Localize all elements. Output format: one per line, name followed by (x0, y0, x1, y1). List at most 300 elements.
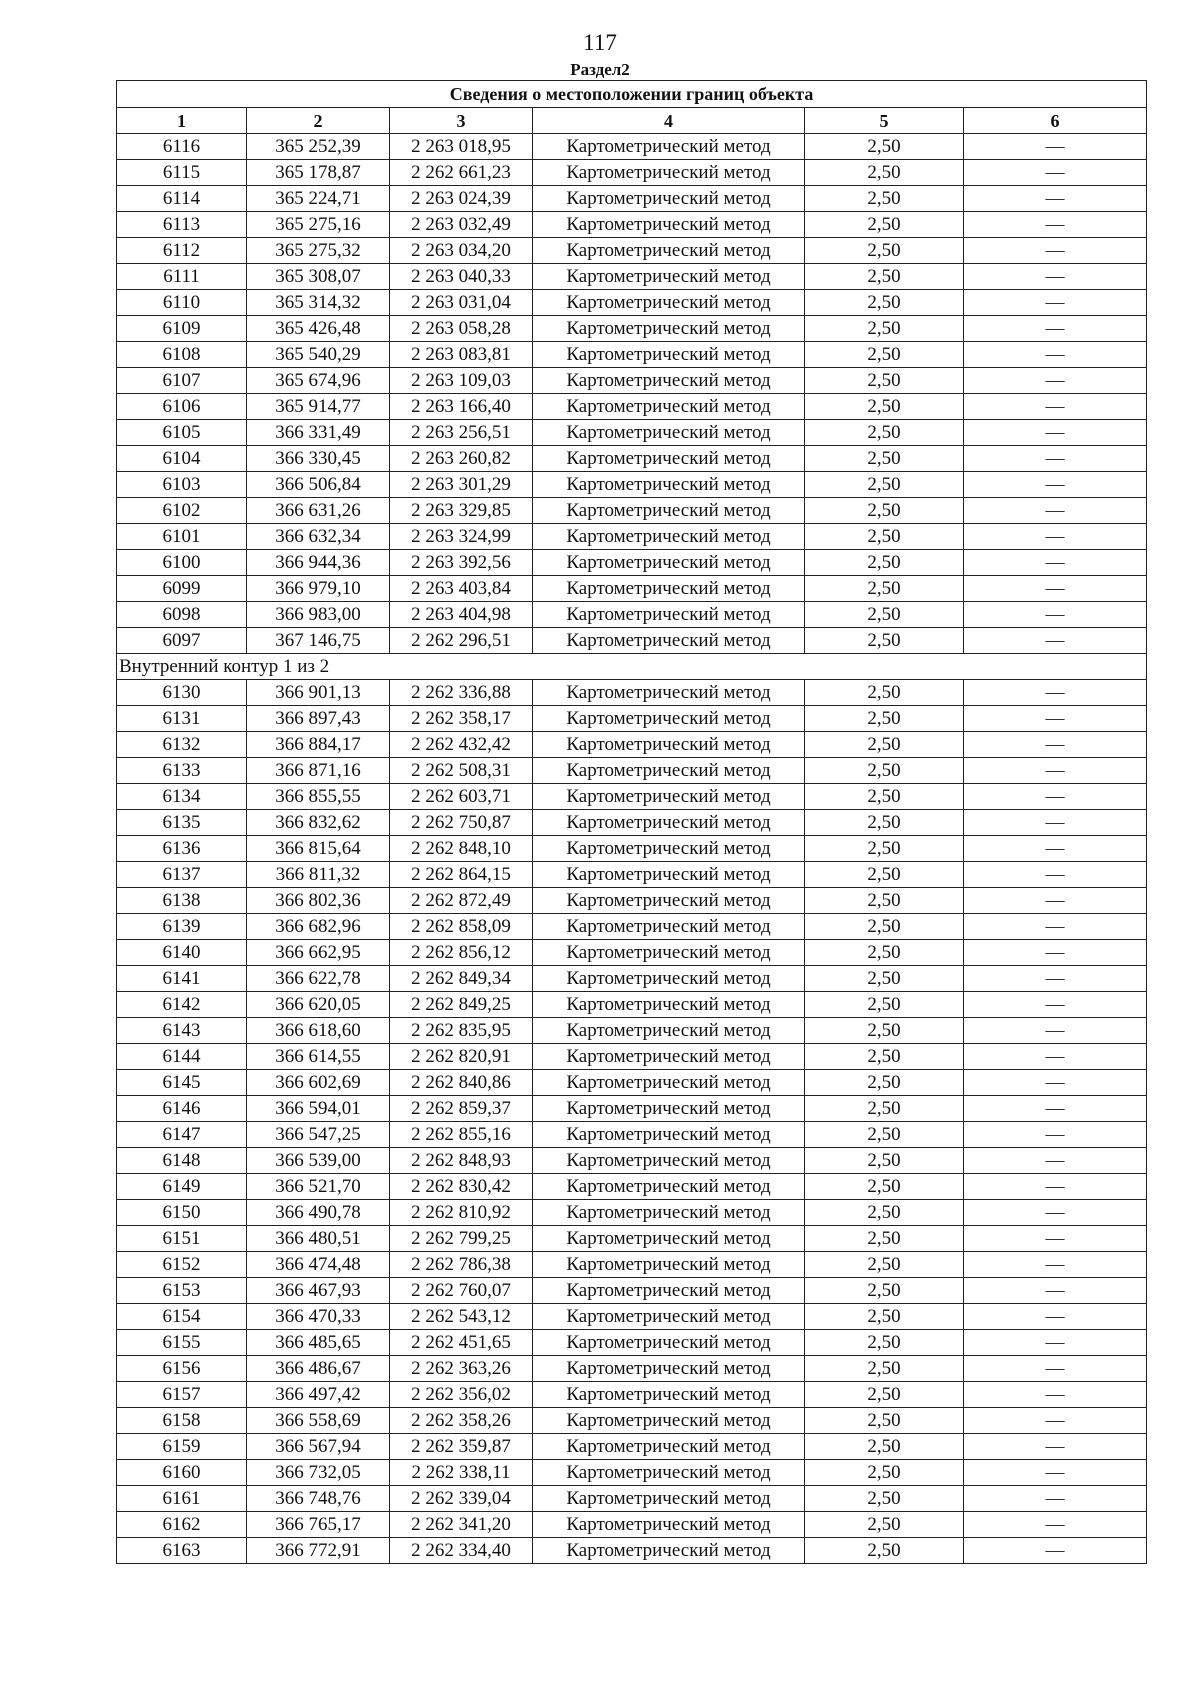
accuracy-cell: 2,50 (805, 1434, 964, 1460)
point-number-cell: 6107 (117, 368, 247, 394)
y-coordinate-cell: 2 263 392,56 (390, 550, 533, 576)
method-cell: Картометрический метод (533, 1486, 805, 1512)
accuracy-cell: 2,50 (805, 1200, 964, 1226)
y-coordinate-cell: 2 262 432,42 (390, 732, 533, 758)
accuracy-cell: 2,50 (805, 576, 964, 602)
y-coordinate-cell: 2 262 849,25 (390, 992, 533, 1018)
table-row (117, 576, 1147, 602)
table-row (117, 940, 1147, 966)
table-row (117, 758, 1147, 784)
y-coordinate-cell: 2 263 109,03 (390, 368, 533, 394)
x-coordinate-cell: 366 485,65 (247, 1330, 390, 1356)
accuracy-cell: 2,50 (805, 446, 964, 472)
x-coordinate-cell: 366 330,45 (247, 446, 390, 472)
method-cell: Картометрический метод (533, 1382, 805, 1408)
y-coordinate-cell: 2 262 341,20 (390, 1512, 533, 1538)
table-row (117, 1538, 1147, 1564)
x-coordinate-cell: 365 178,87 (247, 160, 390, 186)
point-number-cell: 6162 (117, 1512, 247, 1538)
x-coordinate-cell: 366 506,84 (247, 472, 390, 498)
y-coordinate-cell: 2 263 040,33 (390, 264, 533, 290)
description-cell: — (964, 1538, 1147, 1564)
x-coordinate-cell: 365 252,39 (247, 134, 390, 160)
description-cell: — (964, 264, 1147, 290)
x-coordinate-cell: 366 811,32 (247, 862, 390, 888)
table-row (117, 628, 1147, 654)
accuracy-cell: 2,50 (805, 940, 964, 966)
y-coordinate-cell: 2 262 855,16 (390, 1122, 533, 1148)
description-cell: — (964, 992, 1147, 1018)
table-row (117, 394, 1147, 420)
method-cell: Картометрический метод (533, 1122, 805, 1148)
y-coordinate-cell: 2 262 363,26 (390, 1356, 533, 1382)
x-coordinate-cell: 365 314,32 (247, 290, 390, 316)
table-row (117, 1174, 1147, 1200)
accuracy-cell: 2,50 (805, 290, 964, 316)
y-coordinate-cell: 2 262 296,51 (390, 628, 533, 654)
y-coordinate-cell: 2 262 334,40 (390, 1538, 533, 1564)
y-coordinate-cell: 2 262 858,09 (390, 914, 533, 940)
x-coordinate-cell: 366 539,00 (247, 1148, 390, 1174)
table-row (117, 1044, 1147, 1070)
point-number-cell: 6135 (117, 810, 247, 836)
method-cell: Картометрический метод (533, 446, 805, 472)
table-row (117, 1460, 1147, 1486)
table-row (117, 1200, 1147, 1226)
accuracy-cell: 2,50 (805, 264, 964, 290)
table-row (117, 290, 1147, 316)
method-cell: Картометрический метод (533, 550, 805, 576)
description-cell: — (964, 810, 1147, 836)
point-number-cell: 6106 (117, 394, 247, 420)
accuracy-cell: 2,50 (805, 628, 964, 654)
x-coordinate-cell: 366 631,26 (247, 498, 390, 524)
description-cell: — (964, 576, 1147, 602)
description-cell: — (964, 1382, 1147, 1408)
table-row (117, 498, 1147, 524)
description-cell: — (964, 550, 1147, 576)
y-coordinate-cell: 2 263 034,20 (390, 238, 533, 264)
y-coordinate-cell: 2 263 083,81 (390, 342, 533, 368)
y-coordinate-cell: 2 262 864,15 (390, 862, 533, 888)
method-cell: Картометрический метод (533, 420, 805, 446)
table-row (117, 680, 1147, 706)
table-row (117, 368, 1147, 394)
y-coordinate-cell: 2 263 403,84 (390, 576, 533, 602)
y-coordinate-cell: 2 262 451,65 (390, 1330, 533, 1356)
description-cell: — (964, 602, 1147, 628)
description-cell: — (964, 1434, 1147, 1460)
accuracy-cell: 2,50 (805, 160, 964, 186)
description-cell: — (964, 628, 1147, 654)
section-label: Раздел2 (570, 60, 630, 79)
accuracy-cell: 2,50 (805, 1174, 964, 1200)
table-row (117, 1486, 1147, 1512)
method-cell: Картометрический метод (533, 1200, 805, 1226)
y-coordinate-cell: 2 262 359,87 (390, 1434, 533, 1460)
y-coordinate-cell: 2 262 543,12 (390, 1304, 533, 1330)
column-number: 6 (964, 108, 1147, 134)
description-cell: — (964, 1226, 1147, 1252)
x-coordinate-cell: 366 855,55 (247, 784, 390, 810)
method-cell: Картометрический метод (533, 758, 805, 784)
table-row (117, 888, 1147, 914)
description-cell: — (964, 862, 1147, 888)
description-cell: — (964, 134, 1147, 160)
method-cell: Картометрический метод (533, 1330, 805, 1356)
description-cell: — (964, 1200, 1147, 1226)
table-row (117, 264, 1147, 290)
y-coordinate-cell: 2 263 058,28 (390, 316, 533, 342)
y-coordinate-cell: 2 263 031,04 (390, 290, 533, 316)
x-coordinate-cell: 366 979,10 (247, 576, 390, 602)
method-cell: Картометрический метод (533, 1174, 805, 1200)
boundary-coordinates-table (116, 80, 1147, 1564)
method-cell: Картометрический метод (533, 628, 805, 654)
accuracy-cell: 2,50 (805, 966, 964, 992)
method-cell: Картометрический метод (533, 1460, 805, 1486)
x-coordinate-cell: 367 146,75 (247, 628, 390, 654)
accuracy-cell: 2,50 (805, 1330, 964, 1356)
table-caption-row (117, 81, 1147, 108)
description-cell: — (964, 394, 1147, 420)
table-row (117, 524, 1147, 550)
point-number-cell: 6112 (117, 238, 247, 264)
table-row (117, 472, 1147, 498)
description-cell: — (964, 732, 1147, 758)
table-row (117, 1070, 1147, 1096)
x-coordinate-cell: 366 765,17 (247, 1512, 390, 1538)
method-cell: Картометрический метод (533, 134, 805, 160)
description-cell: — (964, 758, 1147, 784)
y-coordinate-cell: 2 262 830,42 (390, 1174, 533, 1200)
accuracy-cell: 2,50 (805, 758, 964, 784)
point-number-cell: 6097 (117, 628, 247, 654)
y-coordinate-cell: 2 262 786,38 (390, 1252, 533, 1278)
table-row (117, 1356, 1147, 1382)
table-row (117, 836, 1147, 862)
method-cell: Картометрический метод (533, 1356, 805, 1382)
method-cell: Картометрический метод (533, 680, 805, 706)
description-cell: — (964, 1044, 1147, 1070)
y-coordinate-cell: 2 263 018,95 (390, 134, 533, 160)
accuracy-cell: 2,50 (805, 550, 964, 576)
method-cell: Картометрический метод (533, 1252, 805, 1278)
table-row (117, 238, 1147, 264)
description-cell: — (964, 316, 1147, 342)
point-number-cell: 6159 (117, 1434, 247, 1460)
x-coordinate-cell: 366 618,60 (247, 1018, 390, 1044)
accuracy-cell: 2,50 (805, 1148, 964, 1174)
method-cell: Картометрический метод (533, 212, 805, 238)
y-coordinate-cell: 2 262 339,04 (390, 1486, 533, 1512)
point-number-cell: 6113 (117, 212, 247, 238)
accuracy-cell: 2,50 (805, 524, 964, 550)
point-number-cell: 6144 (117, 1044, 247, 1070)
contour-subheading: Внутренний контур 1 из 2 (117, 654, 1147, 680)
accuracy-cell: 2,50 (805, 212, 964, 238)
method-cell: Картометрический метод (533, 1044, 805, 1070)
table-row (117, 1408, 1147, 1434)
x-coordinate-cell: 366 486,67 (247, 1356, 390, 1382)
accuracy-cell: 2,50 (805, 862, 964, 888)
y-coordinate-cell: 2 263 324,99 (390, 524, 533, 550)
x-coordinate-cell: 366 632,34 (247, 524, 390, 550)
x-coordinate-cell: 366 901,13 (247, 680, 390, 706)
table-row (117, 966, 1147, 992)
method-cell: Картометрический метод (533, 1512, 805, 1538)
accuracy-cell: 2,50 (805, 186, 964, 212)
point-number-cell: 6138 (117, 888, 247, 914)
table-row (117, 1330, 1147, 1356)
x-coordinate-cell: 366 884,17 (247, 732, 390, 758)
point-number-cell: 6098 (117, 602, 247, 628)
description-cell: — (964, 966, 1147, 992)
method-cell: Картометрический метод (533, 264, 805, 290)
point-number-cell: 6102 (117, 498, 247, 524)
table-row (117, 862, 1147, 888)
x-coordinate-cell: 366 897,43 (247, 706, 390, 732)
accuracy-cell: 2,50 (805, 1486, 964, 1512)
point-number-cell: 6109 (117, 316, 247, 342)
x-coordinate-cell: 366 871,16 (247, 758, 390, 784)
x-coordinate-cell: 366 815,64 (247, 836, 390, 862)
method-cell: Картометрический метод (533, 940, 805, 966)
x-coordinate-cell: 366 748,76 (247, 1486, 390, 1512)
x-coordinate-cell: 366 983,00 (247, 602, 390, 628)
method-cell: Картометрический метод (533, 888, 805, 914)
x-coordinate-cell: 366 490,78 (247, 1200, 390, 1226)
point-number-cell: 6150 (117, 1200, 247, 1226)
x-coordinate-cell: 366 622,78 (247, 966, 390, 992)
accuracy-cell: 2,50 (805, 888, 964, 914)
column-number: 1 (117, 108, 247, 134)
method-cell: Картометрический метод (533, 576, 805, 602)
method-cell: Картометрический метод (533, 394, 805, 420)
table-row (117, 1304, 1147, 1330)
point-number-cell: 6133 (117, 758, 247, 784)
point-number-cell: 6146 (117, 1096, 247, 1122)
description-cell: — (964, 680, 1147, 706)
y-coordinate-cell: 2 262 810,92 (390, 1200, 533, 1226)
point-number-cell: 6145 (117, 1070, 247, 1096)
point-number-cell: 6161 (117, 1486, 247, 1512)
point-number-cell: 6141 (117, 966, 247, 992)
description-cell: — (964, 1122, 1147, 1148)
x-coordinate-cell: 365 540,29 (247, 342, 390, 368)
description-cell: — (964, 238, 1147, 264)
accuracy-cell: 2,50 (805, 134, 964, 160)
x-coordinate-cell: 365 224,71 (247, 186, 390, 212)
point-number-cell: 6137 (117, 862, 247, 888)
table-row (117, 186, 1147, 212)
point-number-cell: 6116 (117, 134, 247, 160)
description-cell: — (964, 1408, 1147, 1434)
point-number-cell: 6148 (117, 1148, 247, 1174)
x-coordinate-cell: 366 567,94 (247, 1434, 390, 1460)
accuracy-cell: 2,50 (805, 1018, 964, 1044)
y-coordinate-cell: 2 262 508,31 (390, 758, 533, 784)
y-coordinate-cell: 2 263 301,29 (390, 472, 533, 498)
method-cell: Картометрический метод (533, 1148, 805, 1174)
point-number-cell: 6151 (117, 1226, 247, 1252)
column-number-row (117, 108, 1147, 134)
description-cell: — (964, 1096, 1147, 1122)
accuracy-cell: 2,50 (805, 732, 964, 758)
accuracy-cell: 2,50 (805, 914, 964, 940)
description-cell: — (964, 342, 1147, 368)
accuracy-cell: 2,50 (805, 1096, 964, 1122)
accuracy-cell: 2,50 (805, 810, 964, 836)
y-coordinate-cell: 2 262 338,11 (390, 1460, 533, 1486)
column-number: 3 (390, 108, 533, 134)
x-coordinate-cell: 365 275,32 (247, 238, 390, 264)
table-row (117, 1252, 1147, 1278)
table-row (117, 550, 1147, 576)
accuracy-cell: 2,50 (805, 1252, 964, 1278)
y-coordinate-cell: 2 263 256,51 (390, 420, 533, 446)
method-cell: Картометрический метод (533, 1096, 805, 1122)
accuracy-cell: 2,50 (805, 602, 964, 628)
x-coordinate-cell: 366 547,25 (247, 1122, 390, 1148)
table-row (117, 784, 1147, 810)
y-coordinate-cell: 2 263 329,85 (390, 498, 533, 524)
method-cell: Картометрический метод (533, 602, 805, 628)
y-coordinate-cell: 2 262 799,25 (390, 1226, 533, 1252)
x-coordinate-cell: 365 674,96 (247, 368, 390, 394)
point-number-cell: 6142 (117, 992, 247, 1018)
x-coordinate-cell: 365 426,48 (247, 316, 390, 342)
table-row (117, 316, 1147, 342)
accuracy-cell: 2,50 (805, 1304, 964, 1330)
point-number-cell: 6154 (117, 1304, 247, 1330)
y-coordinate-cell: 2 262 859,37 (390, 1096, 533, 1122)
table-row (117, 342, 1147, 368)
accuracy-cell: 2,50 (805, 238, 964, 264)
description-cell: — (964, 1486, 1147, 1512)
table-row (117, 914, 1147, 940)
method-cell: Картометрический метод (533, 1434, 805, 1460)
accuracy-cell: 2,50 (805, 784, 964, 810)
description-cell: — (964, 1512, 1147, 1538)
point-number-cell: 6155 (117, 1330, 247, 1356)
method-cell: Картометрический метод (533, 238, 805, 264)
description-cell: — (964, 836, 1147, 862)
method-cell: Картометрический метод (533, 1408, 805, 1434)
method-cell: Картометрический метод (533, 1226, 805, 1252)
method-cell: Картометрический метод (533, 810, 805, 836)
description-cell: — (964, 706, 1147, 732)
point-number-cell: 6103 (117, 472, 247, 498)
y-coordinate-cell: 2 262 358,26 (390, 1408, 533, 1434)
description-cell: — (964, 446, 1147, 472)
x-coordinate-cell: 366 474,48 (247, 1252, 390, 1278)
x-coordinate-cell: 366 521,70 (247, 1174, 390, 1200)
description-cell: — (964, 940, 1147, 966)
column-number: 2 (247, 108, 390, 134)
table-row (117, 1382, 1147, 1408)
method-cell: Картометрический метод (533, 368, 805, 394)
x-coordinate-cell: 366 594,01 (247, 1096, 390, 1122)
method-cell: Картометрический метод (533, 498, 805, 524)
y-coordinate-cell: 2 263 404,98 (390, 602, 533, 628)
point-number-cell: 6140 (117, 940, 247, 966)
description-cell: — (964, 1278, 1147, 1304)
accuracy-cell: 2,50 (805, 1408, 964, 1434)
accuracy-cell: 2,50 (805, 394, 964, 420)
description-cell: — (964, 186, 1147, 212)
point-number-cell: 6101 (117, 524, 247, 550)
method-cell: Картометрический метод (533, 992, 805, 1018)
method-cell: Картометрический метод (533, 862, 805, 888)
table-row (117, 992, 1147, 1018)
description-cell: — (964, 1148, 1147, 1174)
description-cell: — (964, 914, 1147, 940)
x-coordinate-cell: 366 614,55 (247, 1044, 390, 1070)
accuracy-cell: 2,50 (805, 1538, 964, 1564)
point-number-cell: 6157 (117, 1382, 247, 1408)
table-row (117, 1226, 1147, 1252)
point-number-cell: 6104 (117, 446, 247, 472)
point-number-cell: 6132 (117, 732, 247, 758)
x-coordinate-cell: 366 331,49 (247, 420, 390, 446)
method-cell: Картометрический метод (533, 1304, 805, 1330)
page-number: 117 (583, 30, 617, 55)
point-number-cell: 6160 (117, 1460, 247, 1486)
y-coordinate-cell: 2 262 358,17 (390, 706, 533, 732)
method-cell: Картометрический метод (533, 914, 805, 940)
x-coordinate-cell: 366 467,93 (247, 1278, 390, 1304)
x-coordinate-cell: 366 944,36 (247, 550, 390, 576)
method-cell: Картометрический метод (533, 160, 805, 186)
description-cell: — (964, 368, 1147, 394)
method-cell: Картометрический метод (533, 186, 805, 212)
point-number-cell: 6156 (117, 1356, 247, 1382)
accuracy-cell: 2,50 (805, 316, 964, 342)
table-row (117, 810, 1147, 836)
accuracy-cell: 2,50 (805, 1356, 964, 1382)
x-coordinate-cell: 366 772,91 (247, 1538, 390, 1564)
description-cell: — (964, 212, 1147, 238)
description-cell: — (964, 1460, 1147, 1486)
y-coordinate-cell: 2 262 336,88 (390, 680, 533, 706)
accuracy-cell: 2,50 (805, 1070, 964, 1096)
table-row (117, 134, 1147, 160)
description-cell: — (964, 1018, 1147, 1044)
contour-subheading-row (117, 654, 1147, 680)
method-cell: Картометрический метод (533, 706, 805, 732)
accuracy-cell: 2,50 (805, 1122, 964, 1148)
method-cell: Картометрический метод (533, 1538, 805, 1564)
point-number-cell: 6149 (117, 1174, 247, 1200)
description-cell: — (964, 1356, 1147, 1382)
method-cell: Картометрический метод (533, 1070, 805, 1096)
accuracy-cell: 2,50 (805, 368, 964, 394)
description-cell: — (964, 1252, 1147, 1278)
table-row (117, 1148, 1147, 1174)
description-cell: — (964, 472, 1147, 498)
y-coordinate-cell: 2 263 260,82 (390, 446, 533, 472)
accuracy-cell: 2,50 (805, 706, 964, 732)
description-cell: — (964, 1174, 1147, 1200)
table-row (117, 602, 1147, 628)
table-row (117, 446, 1147, 472)
table-row (117, 420, 1147, 446)
y-coordinate-cell: 2 262 848,93 (390, 1148, 533, 1174)
accuracy-cell: 2,50 (805, 992, 964, 1018)
accuracy-cell: 2,50 (805, 680, 964, 706)
y-coordinate-cell: 2 262 661,23 (390, 160, 533, 186)
